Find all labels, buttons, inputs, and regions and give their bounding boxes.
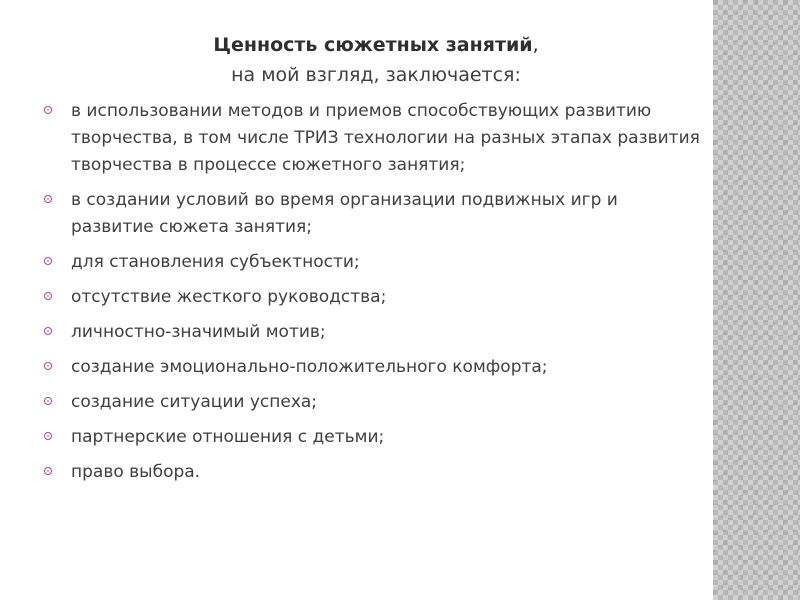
- bullet-text: личностно-значимый мотив;: [71, 322, 326, 342]
- bullet-text: право выбора.: [71, 462, 201, 482]
- ring-bullet-icon: [44, 327, 52, 335]
- bullet-item: [40, 424, 700, 451]
- heading-line-2: на мой взгляд, заключается:: [231, 64, 521, 86]
- bullet-item: [40, 459, 700, 486]
- bullet-text: создание ситуации успеха;: [71, 392, 318, 412]
- bullet-item: [40, 389, 700, 416]
- ring-bullet-icon: [44, 292, 52, 300]
- ring-bullet-icon: [44, 195, 52, 203]
- bullet-text: партнерские отношения с детьми;: [71, 427, 385, 447]
- bullet-item: [40, 187, 700, 241]
- slide-content: [40, 30, 700, 494]
- ring-bullet-icon: [44, 467, 52, 475]
- bullet-item: [40, 98, 700, 179]
- heading-title-bold: Ценность сюжетных занятий: [213, 34, 533, 56]
- bullet-item: [40, 249, 700, 276]
- decorative-side-band: [713, 0, 800, 600]
- heading-line-1: [52, 30, 700, 60]
- ring-bullet-icon: [44, 257, 52, 265]
- slide-heading: [40, 30, 700, 90]
- ring-bullet-icon: [44, 397, 52, 405]
- bullet-text: для становления субъектности;: [71, 252, 360, 272]
- bullet-list: [40, 98, 700, 486]
- ring-bullet-icon: [44, 432, 52, 440]
- ring-bullet-icon: [44, 362, 52, 370]
- bullet-item: [40, 319, 700, 346]
- bullet-text: отсутствие жесткого руководства;: [71, 287, 387, 307]
- bullet-text: создание эмоционально-положительного комфорта;: [71, 357, 548, 377]
- bullet-text: в создании условий во время организации подвижных игр и развитие сюжета занятия;: [71, 190, 618, 237]
- bullet-item: [40, 354, 700, 381]
- bullet-item: [40, 284, 700, 311]
- ring-bullet-icon: [44, 106, 52, 114]
- bullet-text: в использовании методов и приемов способствующих развитию творчества, в том числе ТРИЗ технологии на разных этапах развития творчества в процессе сюжетного занятия;: [71, 101, 700, 175]
- heading-title-comma: ,: [532, 34, 539, 56]
